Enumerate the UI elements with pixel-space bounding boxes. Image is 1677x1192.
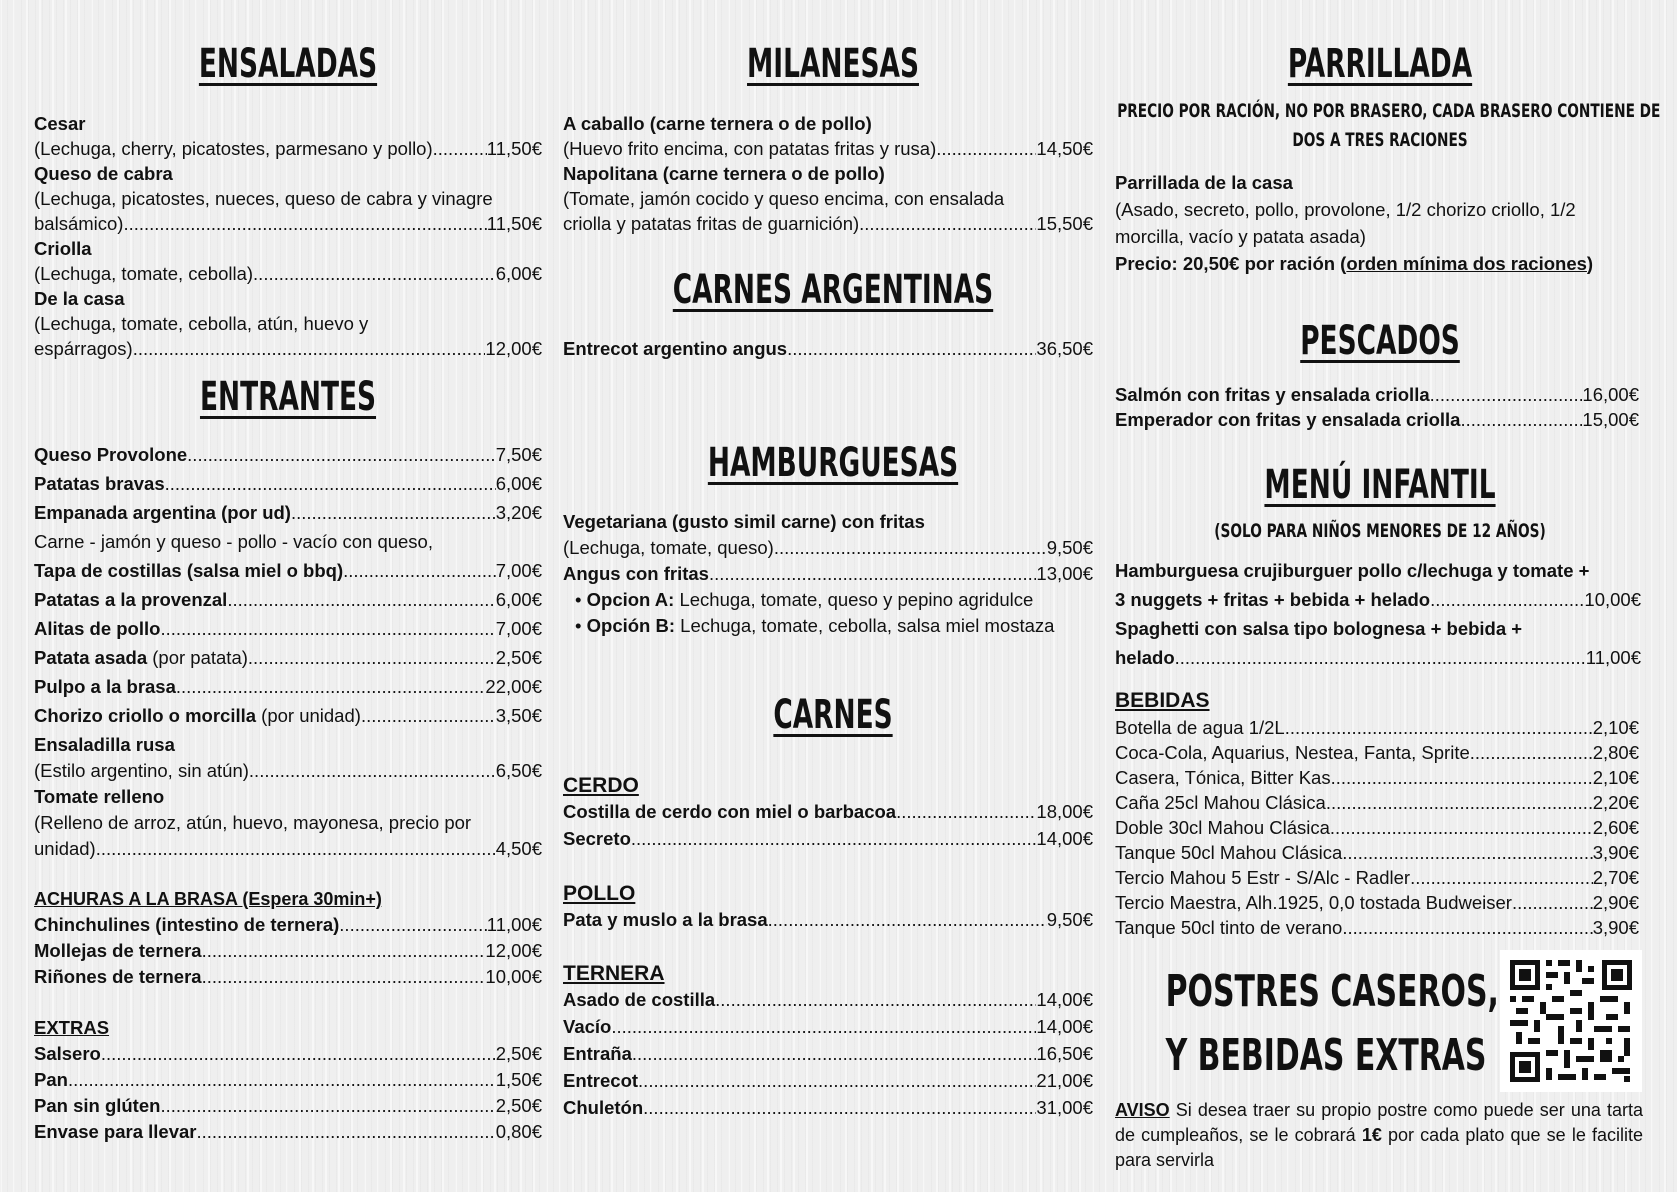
menu-item-row: (Lechuga, cherry, picatostes, parmesano y pollo) ..... 11,50€	[34, 140, 542, 159]
menu-item-row: Patata asada (por patata) ..... 2,50€	[34, 649, 542, 668]
menu-item-row: Alitas de pollo ..... 7,00€	[34, 620, 542, 639]
category-title-ternera: TERNERA	[563, 962, 665, 985]
menu-item-row: (Lechuga, tomate, cebolla) ..... 6,00€	[34, 265, 542, 284]
menu-item-row: Entrecot argentino angus ..... 36,50€	[563, 340, 1093, 359]
menu-item-name: Hamburguesa crujiburguer pollo c/lechuga y tomate +	[1115, 560, 1590, 581]
menu-item-row: Secreto ..... 14,00€	[563, 830, 1093, 849]
menu-item-row: Costilla de cerdo con miel o barbacoa ..... 18,00€	[563, 803, 1093, 822]
menu-item-row: Pulpo a la brasa ..... 22,00€	[34, 678, 542, 697]
menu-item-desc: (Lechuga, tomate, cebolla, atún, huevo y	[34, 313, 369, 334]
menu-item-row: Chinchulines (intestino de ternera) ..... 11,00€	[34, 916, 542, 935]
menu-item-row: criolla y patatas fritas de guarnición) ..... 15,50€	[563, 215, 1093, 234]
menu-item-row: Tanque 50cl tinto de verano ..... 3,90€	[1115, 919, 1639, 938]
menu-item-row: Chuletón ..... 31,00€	[563, 1099, 1093, 1118]
menu-item-option: • Opción B: Lechuga, tomate, cebolla, salsa miel mostaza	[575, 615, 1055, 636]
menu-item-row: Asado de costilla ..... 14,00€	[563, 991, 1093, 1010]
menu-item-row: (Lechuga, tomate, queso) ..... 9,50€	[563, 539, 1093, 558]
section-title-achuras: ACHURAS A LA BRASA (Espera 30min+)	[34, 889, 382, 909]
menu-item-name: Napolitana (carne ternera o de pollo)	[563, 163, 885, 184]
menu-item-name: Tomate relleno	[34, 786, 165, 807]
section-title-pescados: PESCADOS	[1300, 318, 1460, 364]
menu-item-name: Parrillada de la casa	[1115, 172, 1293, 193]
menu-item-row: Tercio Mahou 5 Estr - S/Alc - Radler ..... 2,70€	[1115, 869, 1639, 888]
menu-item-row: balsámico) ..... 11,50€	[34, 215, 542, 234]
postres-title-line2: Y BEBIDAS EXTRAS	[1165, 1030, 1487, 1081]
menu-item-row: helado ..... 11,00€	[1115, 649, 1641, 668]
menu-item-row: Tanque 50cl Mahou Clásica ..... 3,90€	[1115, 844, 1639, 863]
menu-item-row: espárragos) ..... 12,00€	[34, 340, 542, 359]
section-subtitle: (SOLO PARA NIÑOS MENORES DE 12 AÑOS)	[1214, 520, 1546, 542]
qr-code[interactable]	[1500, 950, 1642, 1092]
menu-item-row: Chorizo criollo o morcilla (por unidad) ..... 3,50€	[34, 707, 542, 726]
menu-item-price: Precio: 20,50€ por ración (orden mínima dos raciones)	[1115, 253, 1594, 274]
menu-item-name: Vegetariana (gusto simil carne) con fritas	[563, 511, 925, 532]
menu-item-name: Spaghetti con salsa tipo bolognesa + bebida +	[1115, 618, 1523, 639]
section-title-menu-infantil: MENÚ INFANTIL	[1264, 462, 1496, 508]
menu-item-name: Ensaladilla rusa	[34, 734, 175, 755]
menu-item-name: A caballo (carne ternera o de pollo)	[563, 113, 872, 134]
section-title-milanesas: MILANESAS	[747, 41, 919, 87]
menu-item-option: • Opcion A: Lechuga, tomate, queso y pepino agridulce	[575, 589, 1034, 610]
qr-code-icon	[1500, 950, 1642, 1092]
section-title-extras: EXTRAS	[34, 1017, 110, 1038]
menu-item-row: Pan ..... 1,50€	[34, 1071, 542, 1090]
menu-item-row: Salmón con fritas y ensalada criolla ..... 16,00€	[1115, 386, 1639, 405]
section-title-entrantes: ENTRANTES	[199, 374, 377, 420]
menu-item-row: Coca-Cola, Aquarius, Nestea, Fanta, Sprite ..... 2,80€	[1115, 744, 1639, 763]
section-subtitle: PRECIO POR RACIÓN, NO POR BRASERO, CADA BRASERO CONTIENE DE	[1117, 100, 1661, 122]
menu-item-row: Queso Provolone ..... 7,50€	[34, 446, 542, 465]
menu-item-row: Entrecot ..... 21,00€	[563, 1072, 1093, 1091]
menu-item-desc: (Asado, secreto, pollo, provolone, 1/2 chorizo criollo, 1/2	[1115, 199, 1576, 220]
menu-item-row: Vacío ..... 14,00€	[563, 1018, 1093, 1037]
menu-item-row: Entraña ..... 16,50€	[563, 1045, 1093, 1064]
section-title-carnes-argentinas: CARNES ARGENTINAS	[672, 267, 994, 313]
menu-item-row: (Estilo argentino, sin atún) ..... 6,50€	[34, 762, 542, 781]
menu-item-row: unidad) ..... 4,50€	[34, 840, 542, 859]
section-title-hamburguesas: HAMBURGUESAS	[707, 440, 959, 486]
section-subtitle: DOS A TRES RACIONES	[1292, 129, 1468, 151]
menu-item-desc: (Tomate, jamón cocido y queso encima, con ensalada	[563, 188, 1005, 209]
menu-item-row: Mollejas de ternera ..... 12,00€	[34, 942, 542, 961]
postres-title-line1: POSTRES CASEROS,	[1165, 966, 1499, 1017]
menu-item-name: De la casa	[34, 288, 125, 309]
menu-item-row: Casera, Tónica, Bitter Kas ..... 2,10€	[1115, 769, 1639, 788]
menu-item-row: Patatas a la provenzal ..... 6,00€	[34, 591, 542, 610]
menu-item-row: (Huevo frito encima, con patatas fritas y rusa) ..... 14,50€	[563, 140, 1093, 159]
menu-item-row: Pan sin glúten ..... 2,50€	[34, 1097, 542, 1116]
menu-item-note: Carne - jamón y queso - pollo - vacío con queso,	[34, 531, 433, 552]
menu-item-row: Envase para llevar ..... 0,80€	[34, 1123, 542, 1142]
menu-item-row: Botella de agua 1/2L ..... 2,10€	[1115, 719, 1639, 738]
section-title-parrillada: PARRILLADA	[1287, 41, 1473, 87]
menu-item-desc: morcilla, vacío y patata asada)	[1115, 226, 1366, 247]
menu-item-row: Empanada argentina (por ud) ..... 3,20€	[34, 504, 542, 523]
menu-item-name: Criolla	[34, 238, 92, 259]
menu-item-row: Pata y muslo a la brasa ..... 9,50€	[563, 911, 1093, 930]
menu-item-desc: (Lechuga, picatostes, nueces, queso de cabra y vinagre	[34, 188, 493, 209]
menu-item-row: Emperador con fritas y ensalada criolla ..... 15,00€	[1115, 411, 1639, 430]
menu-item-name: Cesar	[34, 113, 86, 134]
menu-item-row: Caña 25cl Mahou Clásica ..... 2,20€	[1115, 794, 1639, 813]
menu-item-row: Angus con fritas ..... 13,00€	[563, 565, 1093, 584]
category-title-cerdo: CERDO	[563, 774, 639, 797]
section-title-carnes: CARNES	[773, 692, 893, 738]
section-title-bebidas: BEBIDAS	[1115, 689, 1210, 712]
menu-item-row: Tapa de costillas (salsa miel o bbq) ..... 7,00€	[34, 562, 542, 581]
aviso-notice: AVISO Si desea traer su propio postre como puede ser una tarta de cumpleaños, se le cobrará 1€ por cada plato que se le facilite para servirla	[1115, 1100, 1643, 1170]
menu-item-row: Salsero ..... 2,50€	[34, 1045, 542, 1064]
menu-item-row: Tercio Maestra, Alh.1925, 0,0 tostada Budweiser ..... 2,90€	[1115, 894, 1639, 913]
menu-item-row: Patatas bravas ..... 6,00€	[34, 475, 542, 494]
menu-item-name: Queso de cabra	[34, 163, 173, 184]
category-title-pollo: POLLO	[563, 882, 636, 905]
menu-item-row: Riñones de ternera ..... 10,00€	[34, 968, 542, 987]
section-title-ensaladas: ENSALADAS	[198, 41, 378, 87]
menu-item-row: 3 nuggets + fritas + bebida + helado ..... 10,00€	[1115, 591, 1641, 610]
menu-item-desc: (Relleno de arroz, atún, huevo, mayonesa, precio por	[34, 812, 472, 833]
menu-item-row: Doble 30cl Mahou Clásica ..... 2,60€	[1115, 819, 1639, 838]
